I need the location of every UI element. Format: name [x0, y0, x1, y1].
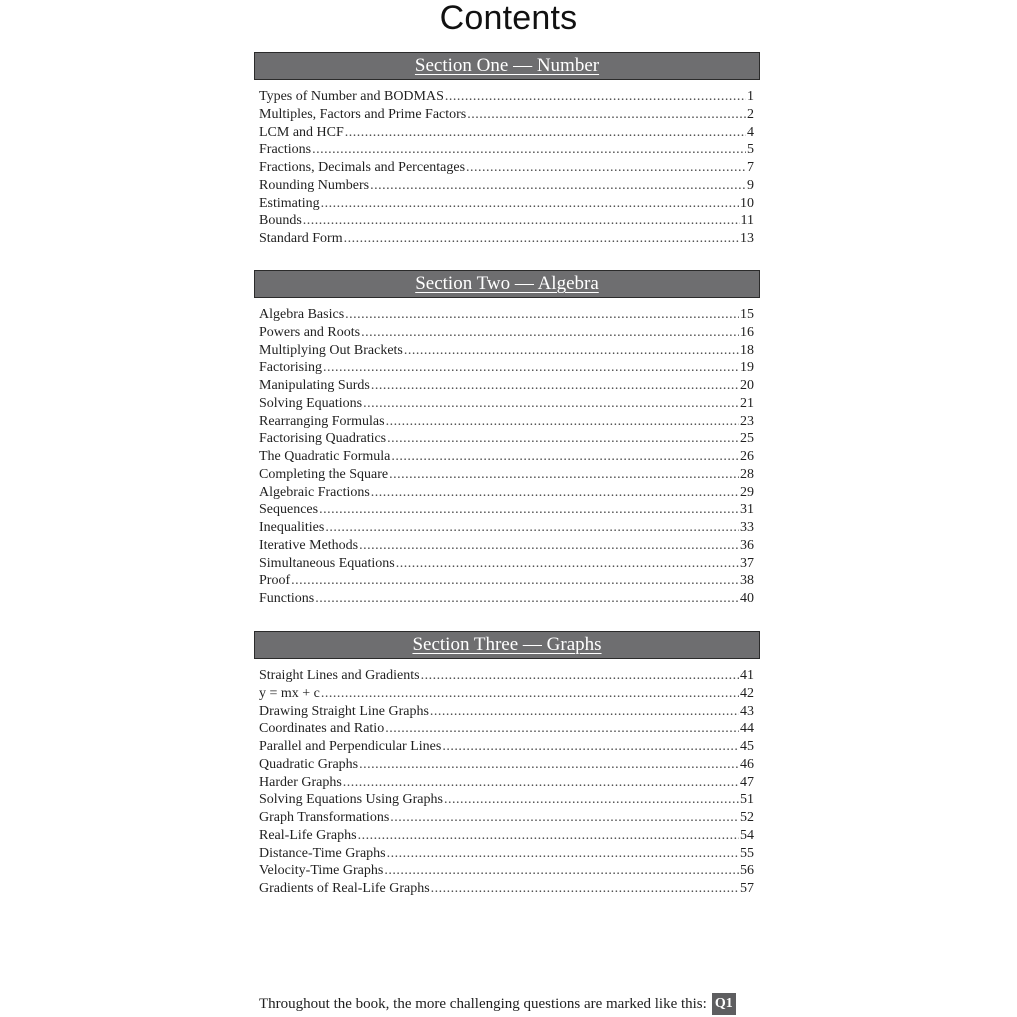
toc-entry-label: Gradients of Real-Life Graphs: [259, 881, 430, 896]
section-heading: Section Two — Algebra: [254, 270, 760, 298]
toc-entry-page: 11: [740, 213, 754, 229]
toc-entry-label: Factorising: [259, 360, 322, 376]
dot-leader: [323, 359, 739, 377]
toc-entry[interactable]: [254, 756, 760, 774]
toc-entry[interactable]: [254, 555, 760, 573]
toc-entry-label: Drawing Straight Line Graphs: [259, 703, 429, 719]
dot-leader: [319, 501, 739, 519]
dot-leader: [467, 106, 746, 124]
toc-entry-page: 41: [740, 668, 754, 683]
toc-entry-label: Types of Number and BODMAS: [259, 89, 444, 104]
toc-list: [254, 667, 760, 898]
toc-entry-page: 2: [747, 106, 754, 122]
section-heading: Section Three — Graphs: [254, 631, 760, 659]
dot-leader: [371, 484, 739, 502]
footer-note: [259, 991, 736, 1017]
dot-leader: [396, 555, 739, 573]
toc-entry[interactable]: [254, 230, 760, 248]
toc-entry[interactable]: [254, 413, 760, 431]
toc-entry-label: Factorising Quadratics: [259, 431, 387, 447]
toc-entry[interactable]: [254, 448, 760, 466]
toc-entry-page: 36: [740, 537, 754, 553]
toc-entry-label: Parallel and Perpendicular Lines: [259, 739, 442, 754]
dot-leader: [386, 413, 739, 431]
toc-list: [254, 88, 760, 248]
toc-entry-label: Iterative Methods: [259, 537, 359, 553]
toc-entry-page: 21: [740, 395, 754, 411]
dot-leader: [321, 685, 739, 703]
dot-leader: [321, 195, 739, 213]
toc-entry-page: 46: [740, 756, 754, 772]
toc-entry-label: Graph Transformations: [259, 810, 390, 825]
dot-leader: [359, 537, 739, 555]
toc-entry-label: Solving Equations Using Graphs: [259, 792, 443, 808]
toc-entry-label: Functions: [259, 591, 315, 606]
toc-entry-label: Solving Equations: [259, 395, 363, 411]
toc-entry-label: Distance-Time Graphs: [259, 845, 386, 861]
toc-entry[interactable]: [254, 359, 760, 377]
dot-leader: [385, 720, 739, 738]
toc-entry-page: 55: [740, 845, 754, 861]
toc-list: [254, 306, 760, 608]
toc-entry-label: Rounding Numbers: [259, 177, 370, 193]
toc-entry-label: Rearranging Formulas: [259, 413, 385, 429]
dot-leader: [345, 306, 739, 324]
toc-entry-page: 26: [740, 449, 754, 464]
toc-entry-page: 28: [740, 466, 754, 482]
toc-entry[interactable]: [254, 827, 760, 845]
toc-entry-page: 29: [740, 484, 754, 500]
dot-leader: [431, 880, 739, 898]
dot-leader: [315, 590, 739, 608]
toc-entry-label: Algebra Basics: [259, 307, 345, 322]
toc-entry[interactable]: [254, 395, 760, 413]
toc-entry[interactable]: [254, 845, 760, 863]
dot-leader: [389, 466, 739, 484]
toc-entry[interactable]: [254, 590, 760, 608]
toc-entry[interactable]: [254, 685, 760, 703]
toc-entry-label: y = mx + c: [259, 685, 320, 701]
toc-entry-label: Quadratic Graphs: [259, 756, 359, 772]
toc-entry-page: 37: [740, 555, 754, 571]
toc-entry[interactable]: [254, 430, 760, 448]
dot-leader: [387, 845, 739, 863]
toc-entry[interactable]: [254, 141, 760, 159]
toc-entry-page: 56: [740, 863, 754, 879]
section-number: [254, 52, 760, 248]
toc-entry-page: 51: [740, 792, 754, 808]
toc-entry[interactable]: [254, 738, 760, 756]
dot-leader: [325, 519, 739, 537]
page-title: Contents: [439, 0, 578, 37]
dot-leader: [343, 774, 739, 792]
section-algebra: [254, 270, 760, 608]
toc-entry-label: Standard Form: [259, 231, 343, 246]
toc-entry-label: Sequences: [259, 502, 319, 518]
toc-entry-page: 19: [740, 360, 754, 376]
toc-entry-label: Real-Life Graphs: [259, 827, 357, 843]
toc-entry-label: Powers and Roots: [259, 324, 361, 340]
toc-entry-page: 15: [740, 307, 754, 322]
toc-entry[interactable]: [254, 809, 760, 827]
toc-entry-page: 5: [747, 142, 754, 158]
dot-leader: [312, 141, 746, 159]
dot-leader: [291, 572, 739, 590]
toc-entry-page: 47: [740, 774, 754, 790]
toc-entry-page: 23: [740, 413, 754, 429]
toc-entry[interactable]: [254, 501, 760, 519]
dot-leader: [430, 703, 739, 721]
section-graphs: [254, 631, 760, 898]
dot-leader: [421, 667, 739, 685]
dot-leader: [404, 342, 739, 360]
toc-entry-page: 42: [740, 685, 754, 701]
dot-leader: [358, 827, 739, 845]
toc-entry[interactable]: [254, 703, 760, 721]
toc-entry[interactable]: [254, 159, 760, 177]
toc-entry-page: 13: [740, 231, 754, 246]
toc-entry[interactable]: [254, 177, 760, 195]
dot-leader: [303, 212, 740, 230]
dot-leader: [361, 324, 739, 342]
toc-entry[interactable]: [254, 195, 760, 213]
toc-entry[interactable]: [254, 306, 760, 324]
toc-entry-page: 16: [740, 324, 754, 340]
toc-entry-label: The Quadratic Formula: [259, 449, 391, 464]
toc-entry-page: 4: [747, 124, 754, 140]
toc-entry[interactable]: [254, 791, 760, 809]
dot-leader: [391, 448, 739, 466]
dot-leader: [345, 124, 746, 142]
toc-entry[interactable]: [254, 466, 760, 484]
footer-text: Throughout the book, the more challenging questions are marked like this:: [259, 995, 707, 1012]
toc-entry[interactable]: [254, 124, 760, 142]
toc-entry-label: Multiplying Out Brackets: [259, 342, 403, 358]
toc-entry[interactable]: [254, 342, 760, 360]
toc-entry-label: Harder Graphs: [259, 774, 342, 790]
toc-entry[interactable]: [254, 484, 760, 502]
toc-entry[interactable]: [254, 862, 760, 880]
toc-entry-page: 54: [740, 827, 754, 843]
toc-entry[interactable]: [254, 720, 760, 738]
section-heading: Section One — Number: [254, 52, 760, 80]
toc-entry[interactable]: [254, 377, 760, 395]
dot-leader: [344, 230, 739, 248]
toc-entry-page: 7: [747, 160, 754, 175]
toc-entry-page: 33: [740, 520, 754, 535]
dot-leader: [370, 177, 746, 195]
toc-entry-page: 25: [740, 431, 754, 447]
toc-entry-label: Fractions, Decimals and Percentages: [259, 160, 466, 175]
toc-entry-label: Completing the Square: [259, 466, 389, 482]
toc-entry-label: Simultaneous Equations: [259, 555, 395, 571]
toc-entry-page: 38: [740, 573, 754, 589]
toc-entry[interactable]: [254, 774, 760, 792]
dot-leader: [390, 809, 739, 827]
toc-entry-label: Velocity-Time Graphs: [259, 863, 384, 879]
toc-entry-label: Proof: [259, 573, 291, 589]
dot-leader: [371, 377, 739, 395]
dot-leader: [387, 430, 739, 448]
toc-entry-label: Algebraic Fractions: [259, 484, 370, 500]
toc-entry-label: Inequalities: [259, 520, 325, 535]
toc-entry-page: 43: [740, 703, 754, 719]
toc-entry-label: Estimating: [259, 195, 320, 211]
challenge-badge: Q1: [712, 993, 736, 1015]
toc-entry[interactable]: [254, 537, 760, 555]
toc-entry-page: 45: [740, 739, 754, 754]
dot-leader: [445, 88, 746, 106]
toc-entry-label: Bounds: [259, 213, 302, 229]
toc-entry-page: 57: [740, 881, 754, 896]
toc-entry-page: 10: [740, 195, 754, 211]
dot-leader: [363, 395, 739, 413]
dot-leader: [442, 738, 739, 756]
toc-entry-page: 18: [740, 342, 754, 358]
toc-entry-page: 20: [740, 378, 754, 393]
toc-entry[interactable]: [254, 324, 760, 342]
toc-entry[interactable]: [254, 667, 760, 685]
dot-leader: [444, 791, 739, 809]
toc-entry-page: 31: [740, 502, 754, 518]
toc-entry-label: LCM and HCF: [259, 124, 344, 140]
toc-entry-page: 9: [747, 177, 754, 193]
dot-leader: [359, 756, 739, 774]
toc-entry[interactable]: [254, 880, 760, 898]
toc-entry-label: Manipulating Surds: [259, 378, 370, 393]
toc-entry-label: Coordinates and Ratio: [259, 721, 385, 737]
toc-entry[interactable]: [254, 212, 760, 230]
toc-entry-page: 40: [740, 591, 754, 606]
toc-entry-page: 1: [747, 89, 754, 104]
toc-entry[interactable]: [254, 106, 760, 124]
dot-leader: [466, 159, 746, 177]
toc-entry-label: Multiples, Factors and Prime Factors: [259, 106, 467, 122]
toc-entry-page: 44: [740, 721, 754, 737]
toc-entry-label: Straight Lines and Gradients: [259, 668, 420, 683]
toc-entry[interactable]: [254, 519, 760, 537]
toc-entry[interactable]: [254, 572, 760, 590]
toc-entry-label: Fractions: [259, 142, 312, 158]
dot-leader: [384, 862, 739, 880]
toc-entry-page: 52: [740, 810, 754, 825]
toc-entry[interactable]: [254, 88, 760, 106]
